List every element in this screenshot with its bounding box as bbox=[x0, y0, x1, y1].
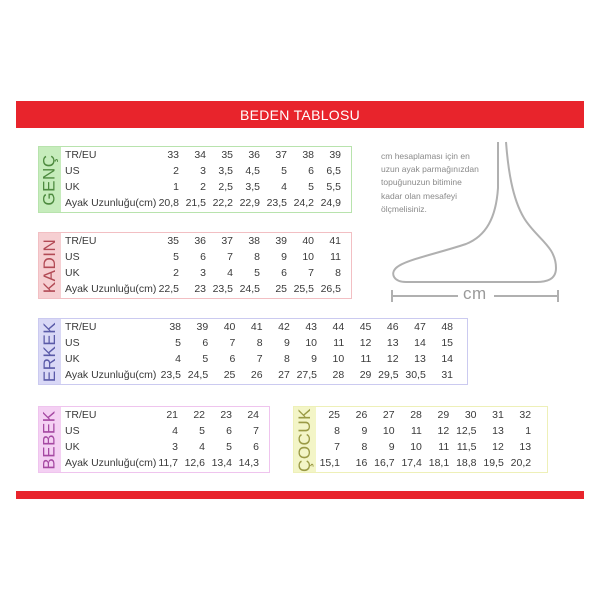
table-cell: 11 bbox=[330, 251, 341, 263]
table-cell: 7 bbox=[334, 441, 340, 453]
table-cell: 35 bbox=[167, 235, 179, 247]
row-label: US bbox=[65, 165, 80, 177]
table-cell: 6,5 bbox=[326, 165, 341, 177]
table-cell: 4,5 bbox=[245, 165, 260, 177]
table-cell: 12 bbox=[386, 353, 399, 365]
table-cell: 4 bbox=[199, 441, 205, 453]
row-label: US bbox=[65, 425, 80, 437]
table-cell: 33 bbox=[167, 149, 179, 161]
table-cell: 24 bbox=[247, 409, 259, 421]
table-row bbox=[317, 455, 547, 471]
table-row bbox=[62, 265, 351, 281]
table-cell: 5 bbox=[254, 267, 260, 279]
table-cell: 36 bbox=[194, 235, 206, 247]
table-cell: 22 bbox=[193, 409, 205, 421]
row-label: UK bbox=[65, 441, 80, 453]
table-row bbox=[62, 233, 351, 249]
table-row bbox=[62, 147, 351, 163]
table-cell: 4 bbox=[281, 181, 287, 193]
table-cell: 1 bbox=[525, 425, 532, 437]
table-cell: 5 bbox=[173, 251, 179, 263]
table-cell: 2 bbox=[173, 267, 179, 279]
table-cell: 19,5 bbox=[483, 457, 504, 469]
table-cell: 10 bbox=[302, 251, 314, 263]
table-cell: 4 bbox=[172, 425, 178, 437]
table-cell: 18,8 bbox=[456, 457, 477, 469]
table-row bbox=[62, 439, 269, 455]
table-cell: 5 bbox=[175, 337, 181, 349]
table-title-bebek: BEBEK bbox=[40, 409, 60, 470]
table-cell: 21,5 bbox=[185, 197, 206, 209]
footer-bar bbox=[16, 491, 584, 499]
table-row bbox=[62, 319, 467, 335]
table-cell: 9 bbox=[388, 441, 395, 453]
table-cell: 6 bbox=[226, 425, 232, 437]
table-bebek bbox=[38, 406, 270, 473]
table-cell: 5 bbox=[281, 165, 287, 177]
table-cell: 23,5 bbox=[266, 197, 287, 209]
table-row bbox=[62, 179, 351, 195]
table-cell: 39 bbox=[329, 149, 341, 161]
table-cell: 41 bbox=[329, 235, 341, 247]
table-row bbox=[62, 249, 351, 265]
table-cell: 18,1 bbox=[428, 457, 450, 469]
table-cell: 9 bbox=[283, 337, 290, 349]
table-row bbox=[62, 281, 351, 297]
table-cell: 7 bbox=[308, 267, 314, 279]
table-cell: 38 bbox=[248, 235, 260, 247]
table-cell: 3,5 bbox=[245, 181, 260, 193]
table-title-erkek: ERKEK bbox=[40, 321, 60, 382]
table-cell: 4 bbox=[175, 353, 181, 365]
table-cell: 15,1 bbox=[319, 457, 340, 469]
table-cell: 12,6 bbox=[184, 457, 205, 469]
table-cell: 12 bbox=[492, 441, 504, 453]
table-cell: 38 bbox=[169, 321, 181, 333]
row-label: UK bbox=[65, 353, 80, 365]
table-cell: 8 bbox=[256, 337, 263, 349]
table-cell: 12,5 bbox=[456, 425, 477, 437]
table-cell: 16,7 bbox=[374, 457, 395, 469]
table-cell: 5 bbox=[226, 441, 232, 453]
table-cell: 22,2 bbox=[212, 197, 233, 209]
table-cell: 23,5 bbox=[212, 283, 233, 295]
table-cell: 11 bbox=[438, 441, 450, 453]
row-label: TR/EU bbox=[65, 321, 97, 333]
table-cell: 8 bbox=[361, 441, 368, 453]
row-label: Ayak Uzunluğu(cm) bbox=[65, 457, 157, 469]
table-cell: 13 bbox=[414, 353, 426, 365]
table-cell: 40 bbox=[223, 321, 236, 333]
table-cell: 12 bbox=[437, 425, 450, 437]
table-genc bbox=[38, 146, 352, 213]
table-cell: 35 bbox=[221, 149, 233, 161]
table-cell: 37 bbox=[221, 235, 233, 247]
table-cell: 14 bbox=[414, 337, 426, 349]
table-cell: 14,3 bbox=[238, 457, 259, 469]
table-cell: 30,5 bbox=[405, 369, 426, 381]
row-label: TR/EU bbox=[65, 235, 97, 247]
table-cell: 22,5 bbox=[158, 283, 179, 295]
table-cell: 5 bbox=[308, 181, 314, 193]
table-cell: 44 bbox=[332, 321, 345, 333]
table-cell: 25 bbox=[223, 369, 236, 381]
table-cell: 3,5 bbox=[218, 165, 233, 177]
table-cell: 21 bbox=[166, 409, 178, 421]
note-line: kadar olan mesafeyi bbox=[381, 190, 458, 201]
table-cell: 31 bbox=[441, 369, 453, 381]
table-cell: 5 bbox=[202, 353, 209, 365]
table-title-cocuk: ÇOCUK bbox=[295, 407, 314, 472]
table-cell: 9 bbox=[281, 251, 287, 263]
table-cell: 25,5 bbox=[293, 283, 314, 295]
row-label: US bbox=[65, 337, 80, 349]
table-cell: 24,5 bbox=[187, 369, 209, 381]
table-cell: 24,2 bbox=[293, 197, 314, 209]
row-label: TR/EU bbox=[65, 409, 97, 421]
table-cell: 2 bbox=[173, 165, 179, 177]
table-cell: 8 bbox=[334, 425, 340, 437]
table-cell: 26 bbox=[355, 409, 368, 421]
table-cell: 23 bbox=[194, 283, 206, 295]
table-cell: 42 bbox=[278, 321, 290, 333]
table-row bbox=[62, 195, 351, 211]
table-cell: 3 bbox=[200, 165, 206, 177]
table-cell: 27,5 bbox=[296, 369, 317, 381]
table-row bbox=[62, 163, 351, 179]
table-cell: 2,5 bbox=[218, 181, 233, 193]
note-line: cm hesaplaması için en bbox=[381, 151, 470, 161]
table-cell: 3 bbox=[200, 267, 206, 279]
table-cell: 20,8 bbox=[158, 197, 179, 209]
table-cell: 27 bbox=[382, 409, 395, 421]
table-cell: 2 bbox=[200, 181, 206, 193]
table-cell: 40 bbox=[302, 235, 314, 247]
table-cell: 6 bbox=[308, 165, 314, 177]
table-cell: 26,5 bbox=[320, 283, 341, 295]
note-line: topuğunuzun bitimine bbox=[381, 177, 462, 188]
table-cell: 7 bbox=[229, 337, 236, 349]
table-cell: 7 bbox=[253, 425, 259, 437]
table-cell: 6 bbox=[253, 441, 259, 453]
table-cell: 9 bbox=[311, 353, 317, 365]
table-cell: 39 bbox=[275, 235, 287, 247]
table-row bbox=[62, 367, 467, 383]
table-cell: 13,4 bbox=[211, 457, 232, 469]
table-cell: 39 bbox=[196, 321, 209, 333]
table-cell: 28 bbox=[410, 409, 422, 421]
table-cell: 13 bbox=[386, 337, 399, 349]
foot-outline-icon bbox=[386, 138, 566, 308]
page-title: BEDEN TABLOSU bbox=[239, 106, 361, 123]
row-label: TR/EU bbox=[65, 149, 97, 161]
table-cell: 46 bbox=[386, 321, 399, 333]
table-cell: 25 bbox=[275, 283, 287, 295]
table-title-genc: GENÇ bbox=[40, 153, 59, 206]
row-label: UK bbox=[65, 181, 80, 193]
table-cell: 11 bbox=[333, 337, 345, 349]
table-cell: 8 bbox=[335, 267, 341, 279]
table-cell: 9 bbox=[361, 425, 368, 437]
table-row bbox=[317, 407, 547, 423]
table-cell: 22,9 bbox=[239, 197, 260, 209]
table-cell: 27 bbox=[278, 369, 290, 381]
table-cell: 45 bbox=[359, 321, 372, 333]
table-cell: 8 bbox=[254, 251, 260, 263]
table-kadin bbox=[38, 232, 352, 299]
table-cell: 38 bbox=[302, 149, 314, 161]
table-cell: 7 bbox=[227, 251, 233, 263]
table-row bbox=[317, 423, 547, 439]
table-cell: 6 bbox=[281, 267, 287, 279]
table-cell: 24,9 bbox=[320, 197, 341, 209]
table-cell: 28 bbox=[332, 369, 345, 381]
table-cell: 48 bbox=[441, 321, 453, 333]
table-cell: 5,5 bbox=[326, 181, 341, 193]
table-cell: 15 bbox=[441, 337, 453, 349]
table-cell: 34 bbox=[194, 149, 206, 161]
header-bar bbox=[16, 101, 584, 128]
table-cell: 11,5 bbox=[456, 441, 477, 453]
table-cell: 8 bbox=[283, 353, 290, 365]
table-cell: 10 bbox=[332, 353, 345, 365]
table-cell: 43 bbox=[305, 321, 317, 333]
table-row bbox=[62, 335, 467, 351]
table-cell: 30 bbox=[464, 409, 477, 421]
table-cell: 11,7 bbox=[158, 457, 178, 469]
table-cell: 13 bbox=[492, 425, 504, 437]
row-label: Ayak Uzunluğu(cm) bbox=[65, 197, 157, 209]
table-erkek bbox=[38, 318, 468, 385]
table-cell: 3 bbox=[172, 441, 178, 453]
table-cell: 26 bbox=[250, 369, 263, 381]
table-cell: 6 bbox=[229, 353, 236, 365]
table-row bbox=[62, 407, 269, 423]
table-cell: 29,5 bbox=[378, 369, 399, 381]
note-line: uzun ayak parmağınızdan bbox=[381, 164, 479, 175]
table-cell: 36 bbox=[248, 149, 260, 161]
table-cell: 25 bbox=[328, 409, 340, 421]
table-cell: 32 bbox=[519, 409, 532, 421]
table-cell: 37 bbox=[275, 149, 287, 161]
table-cell: 12 bbox=[359, 337, 372, 349]
table-row bbox=[62, 351, 467, 367]
table-cell: 20,2 bbox=[510, 457, 532, 469]
table-row bbox=[317, 439, 547, 455]
table-cell: 7 bbox=[256, 353, 263, 365]
table-cell: 4 bbox=[227, 267, 233, 279]
row-label: US bbox=[65, 251, 80, 263]
table-cell: 47 bbox=[414, 321, 426, 333]
table-row bbox=[62, 423, 269, 439]
row-label: Ayak Uzunluğu(cm) bbox=[65, 283, 157, 295]
table-cell: 6 bbox=[202, 337, 209, 349]
table-cell: 1 bbox=[173, 181, 179, 193]
table-cell: 23 bbox=[220, 409, 232, 421]
table-cell: 31 bbox=[492, 409, 504, 421]
table-cell: 6 bbox=[200, 251, 206, 263]
table-title-kadin: KADIN bbox=[40, 238, 59, 293]
table-cell: 10 bbox=[305, 337, 317, 349]
table-cell: 16 bbox=[355, 457, 368, 469]
table-cell: 23,5 bbox=[160, 369, 181, 381]
table-cell: 24,5 bbox=[239, 283, 260, 295]
table-cocuk bbox=[293, 406, 548, 473]
table-cell: 11 bbox=[360, 353, 372, 365]
table-cell: 5 bbox=[199, 425, 205, 437]
table-cell: 11 bbox=[410, 425, 422, 437]
table-row bbox=[62, 455, 269, 471]
row-label: Ayak Uzunluğu(cm) bbox=[65, 369, 157, 381]
cm-label: cm bbox=[463, 284, 487, 303]
note-line: ölçmelisiniz. bbox=[381, 203, 427, 214]
table-cell: 14 bbox=[441, 353, 453, 365]
table-cell: 17,4 bbox=[401, 457, 422, 469]
table-cell: 10 bbox=[410, 441, 422, 453]
table-cell: 41 bbox=[250, 321, 263, 333]
table-cell: 29 bbox=[437, 409, 450, 421]
table-cell: 13 bbox=[519, 441, 532, 453]
row-label: UK bbox=[65, 267, 80, 279]
table-cell: 10 bbox=[382, 425, 395, 437]
table-cell: 29 bbox=[359, 369, 372, 381]
